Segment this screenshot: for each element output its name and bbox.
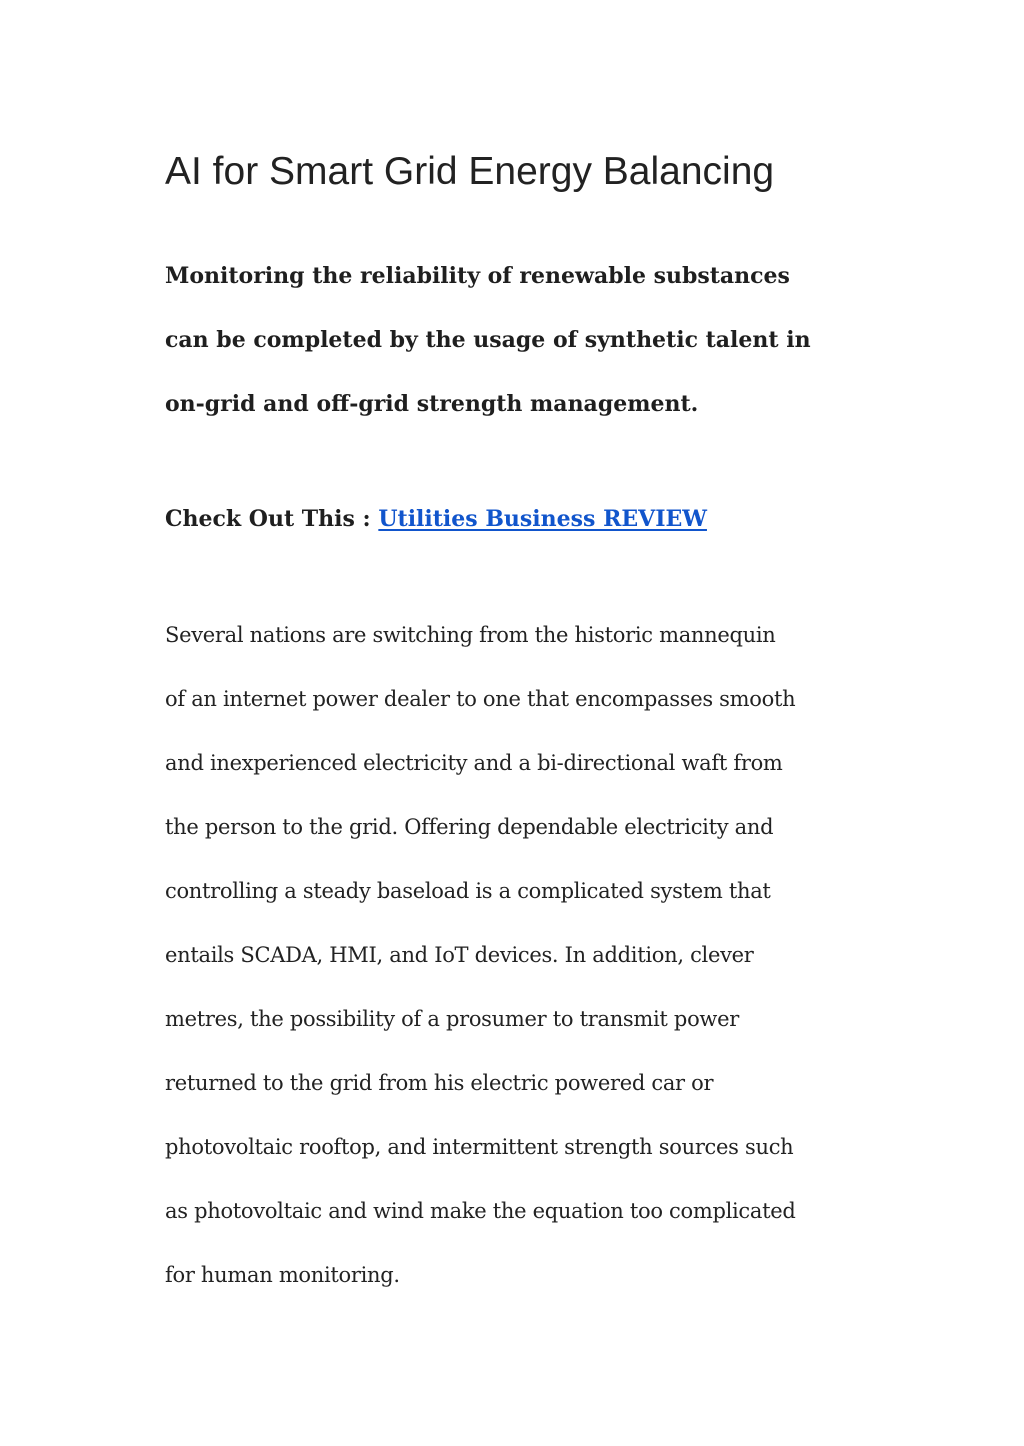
body-line: returned to the grid from his electric powered car or — [165, 1071, 714, 1095]
intro-paragraph — [165, 244, 865, 436]
body-line: as photovoltaic and wind make the equation too complicated — [165, 1199, 796, 1223]
body-line: and inexperienced electricity and a bi-directional waft from — [165, 751, 783, 775]
body-line: entails SCADA, HMI, and IoT devices. In addition, clever — [165, 943, 754, 967]
intro-line: on-grid and off-grid strength management. — [165, 391, 699, 417]
page-title: AI for Smart Grid Energy Balancing — [165, 150, 775, 193]
body-line: of an internet power dealer to one that encompasses smooth — [165, 687, 796, 711]
check-out-line — [165, 487, 707, 551]
utilities-business-review-link[interactable]: Utilities Business REVIEW — [378, 506, 707, 532]
check-out-label: Check Out This : — [165, 506, 371, 532]
body-paragraph — [165, 603, 865, 1307]
intro-line: can be completed by the usage of synthetic talent in — [165, 327, 811, 353]
body-line: photovoltaic rooftop, and intermittent strength sources such — [165, 1135, 794, 1159]
body-line: the person to the grid. Offering dependable electricity and — [165, 815, 774, 839]
body-line: for human monitoring. — [165, 1263, 400, 1287]
body-line: controlling a steady baseload is a complicated system that — [165, 879, 771, 903]
body-line: metres, the possibility of a prosumer to transmit power — [165, 1007, 739, 1031]
body-line: Several nations are switching from the historic mannequin — [165, 623, 776, 647]
intro-line: Monitoring the reliability of renewable substances — [165, 263, 790, 289]
